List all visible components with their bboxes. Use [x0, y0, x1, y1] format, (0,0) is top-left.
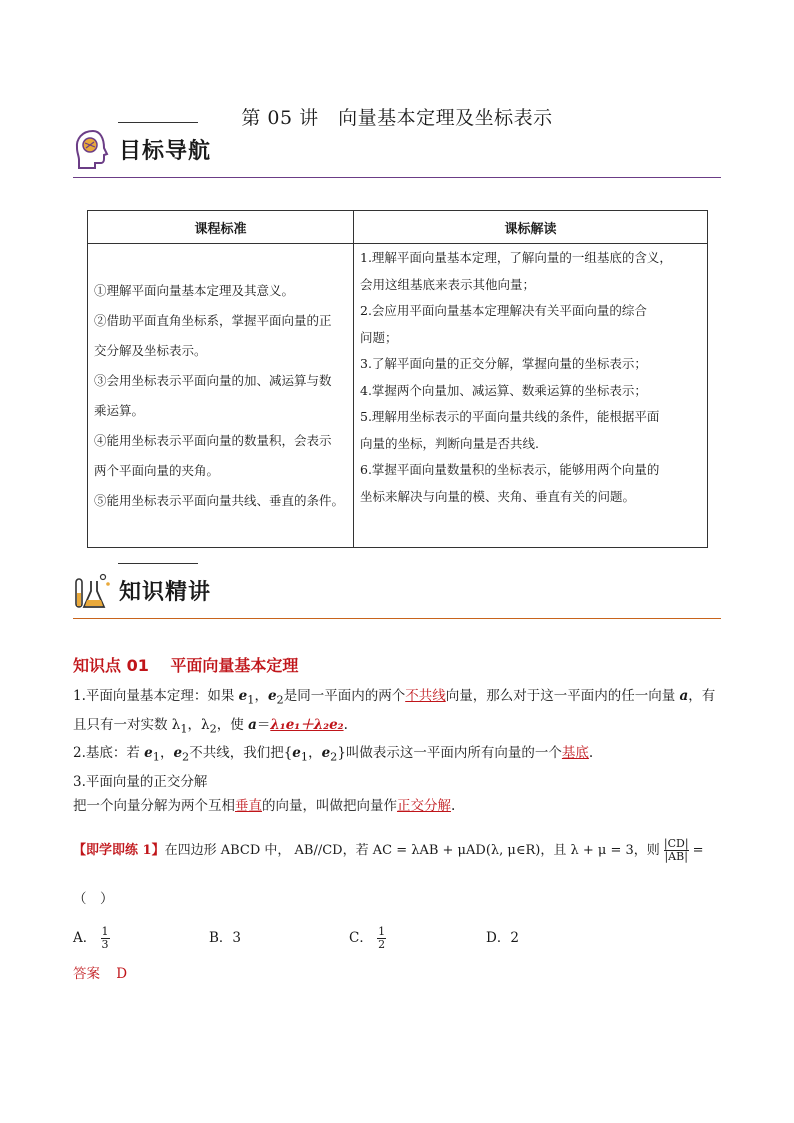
text: ，λ: [187, 716, 210, 733]
subscript: 2: [276, 693, 284, 707]
knowledge-point-title: 知识点 01 平面向量基本定理: [73, 656, 299, 675]
option-a: [73, 926, 110, 951]
subscript: 1: [152, 751, 160, 765]
subscript: 2: [330, 751, 338, 765]
section-title-goals: 目标导航: [119, 139, 212, 164]
subscript: 1: [247, 693, 255, 707]
list-item: 2.会应用平面向量基本定理解决有关平面向量的综合: [360, 303, 647, 318]
exercise-question: 在四边形 ABCD 中， AB//CD，若 AC = λAB + μAD(λ, μ∈R)，且 λ + μ = 3，则: [164, 843, 660, 858]
vector-e2: e: [321, 745, 331, 762]
text: =: [692, 843, 704, 858]
fraction-numerator: |CD|: [663, 837, 689, 850]
text: 是同一平面内的两个: [283, 688, 406, 704]
text: 向量，那么对于这一平面内的任一向量: [445, 688, 680, 704]
vector-a: a: [679, 688, 689, 704]
list-item: ⑤能用坐标表示平面向量共线、垂直的条件。: [94, 492, 345, 508]
list-item: 问题；: [360, 329, 398, 345]
fraction-denominator: 3: [101, 938, 109, 951]
subscript: 1: [300, 751, 309, 765]
answer-label: 答案: [73, 966, 100, 982]
option-label: A．: [73, 930, 97, 946]
theorem-paragraph: [73, 684, 723, 818]
list-item: ④能用坐标表示平面向量的数量积，会表示: [94, 432, 332, 448]
standards-cell: [88, 244, 354, 548]
table-header-standards: 课程标准: [88, 211, 354, 244]
exercise-block: [73, 838, 723, 863]
vector-e1: e: [144, 745, 153, 762]
answer-line: [73, 962, 127, 986]
vector-e2: e: [267, 688, 277, 704]
header-accent-line: [118, 122, 198, 123]
exercise-tag: 【即学即练 1】: [73, 843, 165, 858]
list-item: 5.理解用坐标表示的平面向量共线的条件，能根据平面: [360, 409, 660, 424]
list-item: 坐标来解决与向量的模、夹角、垂直有关的问题。: [360, 488, 636, 504]
option-label: C．: [349, 930, 373, 946]
list-item: 4.掌握两个向量加、减运算、数乘运算的坐标表示；: [360, 382, 647, 398]
list-item: 交分解及坐标表示。: [94, 342, 207, 358]
section-divider-orange: [73, 618, 721, 619]
table-row: [88, 244, 708, 548]
text: 且只有一对实数 λ: [73, 716, 181, 733]
text: 把一个向量分解为两个互相: [73, 798, 235, 815]
fraction-denominator: |AB|: [664, 850, 688, 863]
section-title-knowledge: 知识精讲: [119, 580, 212, 605]
vector-e1: e: [238, 688, 248, 704]
keyword-formula: λ₁e₁＋λ₂e₂: [270, 716, 344, 733]
fraction-numerator: 1: [378, 925, 386, 938]
option-b: B．3: [209, 930, 242, 946]
text: ，有: [688, 688, 716, 704]
text: ，: [159, 745, 174, 762]
section-header-goals: [73, 122, 721, 178]
keyword-noncollinear: 不共线: [405, 688, 446, 704]
text: ，使: [216, 716, 249, 733]
interpretation-cell: [354, 244, 708, 548]
page-title: 第 05 讲 向量基本定理及坐标表示: [241, 107, 553, 129]
fraction: [664, 838, 689, 863]
text: 的向量，叫做把向量作: [262, 798, 397, 815]
answer-value: D: [116, 966, 128, 982]
text: .: [451, 798, 456, 815]
text: ＝: [256, 716, 271, 733]
vector-e1: e: [292, 745, 301, 762]
keyword-basis: 基底: [561, 745, 589, 762]
fraction-numerator: 1: [101, 925, 109, 938]
table-header-row: [88, 211, 708, 244]
text: .: [343, 716, 348, 733]
basis-line: [73, 741, 723, 770]
keyword-orthogonal-decomposition: 正交分解: [397, 798, 451, 815]
subscript: 2: [209, 722, 217, 736]
subscript: 1: [180, 722, 188, 736]
brain-head-icon: [73, 128, 113, 172]
keyword-perpendicular: 垂直: [235, 798, 262, 815]
orthogonal-heading: 3.平面向量的正交分解: [73, 774, 208, 791]
option-c: [349, 926, 386, 951]
list-item: 3.了解平面向量的正交分解，掌握向量的坐标表示；: [360, 356, 647, 371]
text: 不共线，我们把{: [189, 745, 293, 762]
orthogonal-line: [73, 794, 723, 818]
vector-e2: e: [173, 745, 183, 762]
list-item: 会用这组基底来表示其他向量；: [360, 276, 536, 292]
list-item: ③会用坐标表示平面向量的加、减运算与数: [94, 372, 332, 388]
text: ，: [308, 745, 322, 762]
subscript: 2: [182, 751, 190, 765]
list-item: ①理解平面向量基本定理及其意义。: [94, 282, 295, 298]
list-item: 乘运算。: [94, 402, 145, 418]
fraction: [377, 926, 386, 951]
list-item: ②借助平面直角坐标系，掌握平面向量的正: [94, 312, 332, 328]
theorem-line-1: [73, 684, 723, 713]
text: 1.平面向量基本定理：如果: [73, 688, 239, 704]
text: }叫做表示这一平面内所有向量的一个: [337, 745, 562, 762]
list-item: 1.理解平面向量基本定理，了解向量的一组基底的含义，: [360, 250, 672, 265]
table-header-interpretation: 课标解读: [354, 211, 708, 244]
header-accent-line: [118, 563, 198, 564]
list-item: 6.掌握平面向量数量积的坐标表示，能够用两个向量的: [360, 462, 660, 477]
answer-paren: （ ）: [73, 891, 114, 907]
fraction: [101, 926, 110, 951]
text: 2.基底：若: [73, 745, 145, 762]
course-standards-table: [87, 210, 708, 548]
text: ，: [254, 688, 268, 704]
section-header-knowledge: [73, 563, 721, 619]
option-d: D．2: [486, 930, 519, 946]
fraction-denominator: 2: [378, 938, 386, 951]
lab-flask-icon: [73, 569, 113, 613]
list-item: 向量的坐标，判断向量是否共线.: [360, 435, 539, 451]
text: .: [588, 745, 594, 762]
list-item: 两个平面向量的夹角。: [94, 462, 220, 478]
section-divider-purple: [73, 177, 721, 178]
vector-a: a: [248, 716, 257, 733]
theorem-line-2: [73, 713, 723, 742]
